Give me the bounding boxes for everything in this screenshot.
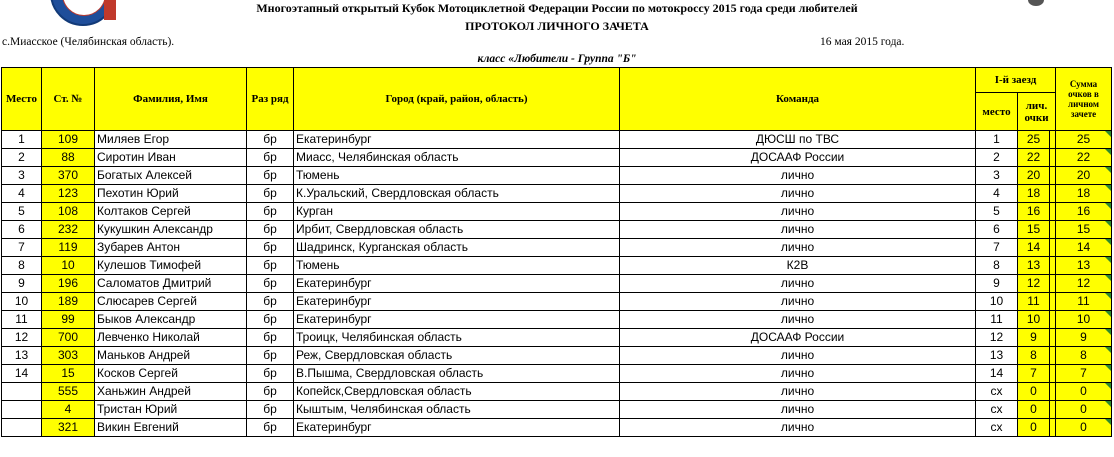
- row-number: 4: [42, 401, 95, 419]
- row-name: Зубарев Антон: [95, 239, 247, 257]
- row-name: Викин Евгений: [95, 419, 247, 437]
- table-row: [2, 149, 1112, 167]
- row-team: лично: [620, 167, 976, 185]
- row-place: [2, 383, 42, 401]
- row-place: [2, 419, 42, 437]
- row-race-points: 0: [1018, 419, 1050, 437]
- row-total: 18: [1056, 185, 1112, 203]
- row-race-place: сх: [976, 383, 1018, 401]
- row-number: 303: [42, 347, 95, 365]
- row-name: Кукушкин Александр: [95, 221, 247, 239]
- row-race-place: 5: [976, 203, 1018, 221]
- row-race-place: 13: [976, 347, 1018, 365]
- row-rank: бр: [247, 329, 294, 347]
- row-total: 0: [1056, 419, 1112, 437]
- row-place: 11: [2, 311, 42, 329]
- row-city: Екатеринбург: [294, 419, 620, 437]
- row-number: 109: [42, 131, 95, 149]
- row-place: 4: [2, 185, 42, 203]
- row-race-points: 22: [1018, 149, 1050, 167]
- table-row: [2, 293, 1112, 311]
- row-name: Богатых Алексей: [95, 167, 247, 185]
- header-number: Ст. №: [42, 68, 95, 131]
- row-place: 1: [2, 131, 42, 149]
- row-number: 10: [42, 257, 95, 275]
- row-race-place: 8: [976, 257, 1018, 275]
- row-race-place: 10: [976, 293, 1018, 311]
- row-race-points: 0: [1018, 401, 1050, 419]
- row-team: ДЮСШ по ТВС: [620, 131, 976, 149]
- row-name: Миляев Егор: [95, 131, 247, 149]
- row-race-place: 14: [976, 365, 1018, 383]
- row-race-points: 12: [1018, 275, 1050, 293]
- row-team: лично: [620, 275, 976, 293]
- row-rank: бр: [247, 293, 294, 311]
- row-name: Левченко Николай: [95, 329, 247, 347]
- row-name: Колтаков Сергей: [95, 203, 247, 221]
- header-city: Город (край, район, область): [294, 68, 620, 131]
- table-row: [2, 239, 1112, 257]
- row-race-place: 4: [976, 185, 1018, 203]
- row-city: Миасс, Челябинская область: [294, 149, 620, 167]
- row-race-points: 15: [1018, 221, 1050, 239]
- row-city: Екатеринбург: [294, 131, 620, 149]
- header-race-points: лич. очки: [1018, 93, 1056, 131]
- row-number: 189: [42, 293, 95, 311]
- row-race-place: 11: [976, 311, 1018, 329]
- row-place: 8: [2, 257, 42, 275]
- table-row: [2, 365, 1112, 383]
- row-race-place: 1: [976, 131, 1018, 149]
- row-team: ДОСААФ России: [620, 149, 976, 167]
- row-race-points: 10: [1018, 311, 1050, 329]
- row-rank: бр: [247, 221, 294, 239]
- row-number: 123: [42, 185, 95, 203]
- row-name: Быков Александр: [95, 311, 247, 329]
- row-total: 25: [1056, 131, 1112, 149]
- row-city: Кыштым, Челябинская область: [294, 401, 620, 419]
- header-race: I-й заезд: [976, 68, 1056, 93]
- row-city: В.Пышма, Свердловская область: [294, 365, 620, 383]
- row-team: лично: [620, 293, 976, 311]
- header-name: Фамилия, Имя: [95, 68, 247, 131]
- row-city: К.Уральский, Свердловская область: [294, 185, 620, 203]
- row-race-points: 11: [1018, 293, 1050, 311]
- table-row: [2, 185, 1112, 203]
- row-place: 6: [2, 221, 42, 239]
- table-row: [2, 167, 1112, 185]
- row-rank: бр: [247, 257, 294, 275]
- row-race-points: 7: [1018, 365, 1050, 383]
- row-city: Екатеринбург: [294, 293, 620, 311]
- results-table: [1, 67, 1112, 437]
- table-row: [2, 275, 1112, 293]
- row-number: 555: [42, 383, 95, 401]
- row-race-place: 9: [976, 275, 1018, 293]
- row-rank: бр: [247, 365, 294, 383]
- row-total: 14: [1056, 239, 1112, 257]
- row-race-points: 25: [1018, 131, 1050, 149]
- row-city: Копейск,Свердловская область: [294, 383, 620, 401]
- row-rank: бр: [247, 383, 294, 401]
- row-race-points: 0: [1018, 383, 1050, 401]
- row-rank: бр: [247, 185, 294, 203]
- row-name: Ханьжин Андрей: [95, 383, 247, 401]
- row-city: Курган: [294, 203, 620, 221]
- row-rank: бр: [247, 203, 294, 221]
- row-city: Екатеринбург: [294, 311, 620, 329]
- row-city: Ирбит, Свердловская область: [294, 221, 620, 239]
- row-number: 700: [42, 329, 95, 347]
- row-place: 12: [2, 329, 42, 347]
- row-number: 88: [42, 149, 95, 167]
- row-team: лично: [620, 419, 976, 437]
- row-team: лично: [620, 203, 976, 221]
- document-title: Многоэтапный открытый Кубок Мотоциклетной Федерации России по мотокроссу 2015 года среди любителей: [256, 1, 858, 15]
- table-row: [2, 311, 1112, 329]
- row-city: Екатеринбург: [294, 275, 620, 293]
- row-number: 232: [42, 221, 95, 239]
- row-team: ДОСААФ России: [620, 329, 976, 347]
- row-city: Троицк, Челябинская область: [294, 329, 620, 347]
- row-city: Тюмень: [294, 167, 620, 185]
- table-row: [2, 419, 1112, 437]
- row-name: Маньков Андрей: [95, 347, 247, 365]
- row-race-points: 14: [1018, 239, 1050, 257]
- row-total: 9: [1056, 329, 1112, 347]
- row-total: 12: [1056, 275, 1112, 293]
- row-name: Слюсарев Сергей: [95, 293, 247, 311]
- row-number: 370: [42, 167, 95, 185]
- row-race-points: 16: [1018, 203, 1050, 221]
- header-team: Команда: [620, 68, 976, 131]
- row-city: Реж, Свердловская область: [294, 347, 620, 365]
- row-race-place: 7: [976, 239, 1018, 257]
- row-race-place: 2: [976, 149, 1018, 167]
- row-race-points: 8: [1018, 347, 1050, 365]
- row-place: 3: [2, 167, 42, 185]
- row-name: Саломатов Дмитрий: [95, 275, 247, 293]
- row-city: Шадринск, Курганская область: [294, 239, 620, 257]
- row-race-place: сх: [976, 401, 1018, 419]
- row-race-place: 12: [976, 329, 1018, 347]
- row-place: 10: [2, 293, 42, 311]
- header-race-place: место: [976, 93, 1018, 131]
- table-row: [2, 347, 1112, 365]
- row-team: лично: [620, 347, 976, 365]
- row-number: 15: [42, 365, 95, 383]
- row-team: лично: [620, 365, 976, 383]
- row-place: 2: [2, 149, 42, 167]
- row-rank: бр: [247, 311, 294, 329]
- row-rank: бр: [247, 275, 294, 293]
- header-total: Сумма очков в личном зачете: [1056, 68, 1112, 131]
- row-race-points: 20: [1018, 167, 1050, 185]
- row-total: 0: [1056, 383, 1112, 401]
- row-place: 13: [2, 347, 42, 365]
- row-total: 11: [1056, 293, 1112, 311]
- event-date: 16 мая 2015 года.: [820, 36, 905, 48]
- row-total: 13: [1056, 257, 1112, 275]
- row-race-place: 3: [976, 167, 1018, 185]
- row-team: лично: [620, 239, 976, 257]
- row-name: Кулешов Тимофей: [95, 257, 247, 275]
- row-rank: бр: [247, 401, 294, 419]
- row-place: 9: [2, 275, 42, 293]
- row-team: лично: [620, 383, 976, 401]
- row-place: [2, 401, 42, 419]
- table-row: [2, 203, 1112, 221]
- row-name: Косков Сергей: [95, 365, 247, 383]
- row-total: 0: [1056, 401, 1112, 419]
- row-place: 7: [2, 239, 42, 257]
- protocol-title: ПРОТОКОЛ ЛИЧНОГО ЗАЧЕТА: [465, 19, 649, 33]
- event-location: с.Миасское (Челябинская область).: [2, 36, 175, 48]
- row-total: 10: [1056, 311, 1112, 329]
- row-rank: бр: [247, 167, 294, 185]
- row-team: К2В: [620, 257, 976, 275]
- row-rank: бр: [247, 239, 294, 257]
- table-row: [2, 329, 1112, 347]
- row-name: Тристан Юрий: [95, 401, 247, 419]
- row-team: лично: [620, 311, 976, 329]
- row-place: 5: [2, 203, 42, 221]
- row-total: 15: [1056, 221, 1112, 239]
- header-place: Место: [2, 68, 42, 131]
- row-city: Тюмень: [294, 257, 620, 275]
- row-race-points: 13: [1018, 257, 1050, 275]
- row-race-points: 18: [1018, 185, 1050, 203]
- row-team: лично: [620, 401, 976, 419]
- row-place: 14: [2, 365, 42, 383]
- row-number: 321: [42, 419, 95, 437]
- row-race-points: 9: [1018, 329, 1050, 347]
- table-row: [2, 401, 1112, 419]
- race-class: класс «Любители - Группа "Б": [477, 53, 637, 65]
- row-name: Пехотин Юрий: [95, 185, 247, 203]
- row-number: 119: [42, 239, 95, 257]
- row-race-place: 6: [976, 221, 1018, 239]
- row-total: 7: [1056, 365, 1112, 383]
- row-total: 16: [1056, 203, 1112, 221]
- row-total: 20: [1056, 167, 1112, 185]
- row-name: Сиротин Иван: [95, 149, 247, 167]
- header-rank: Раз ряд: [247, 68, 294, 131]
- row-total: 22: [1056, 149, 1112, 167]
- row-team: лично: [620, 185, 976, 203]
- table-row: [2, 257, 1112, 275]
- table-row: [2, 221, 1112, 239]
- row-rank: бр: [247, 347, 294, 365]
- row-number: 99: [42, 311, 95, 329]
- row-rank: бр: [247, 131, 294, 149]
- row-number: 108: [42, 203, 95, 221]
- row-number: 196: [42, 275, 95, 293]
- table-row: [2, 131, 1112, 149]
- row-race-place: сх: [976, 419, 1018, 437]
- row-team: лично: [620, 221, 976, 239]
- row-total: 8: [1056, 347, 1112, 365]
- row-rank: бр: [247, 419, 294, 437]
- table-row: [2, 383, 1112, 401]
- row-rank: бр: [247, 149, 294, 167]
